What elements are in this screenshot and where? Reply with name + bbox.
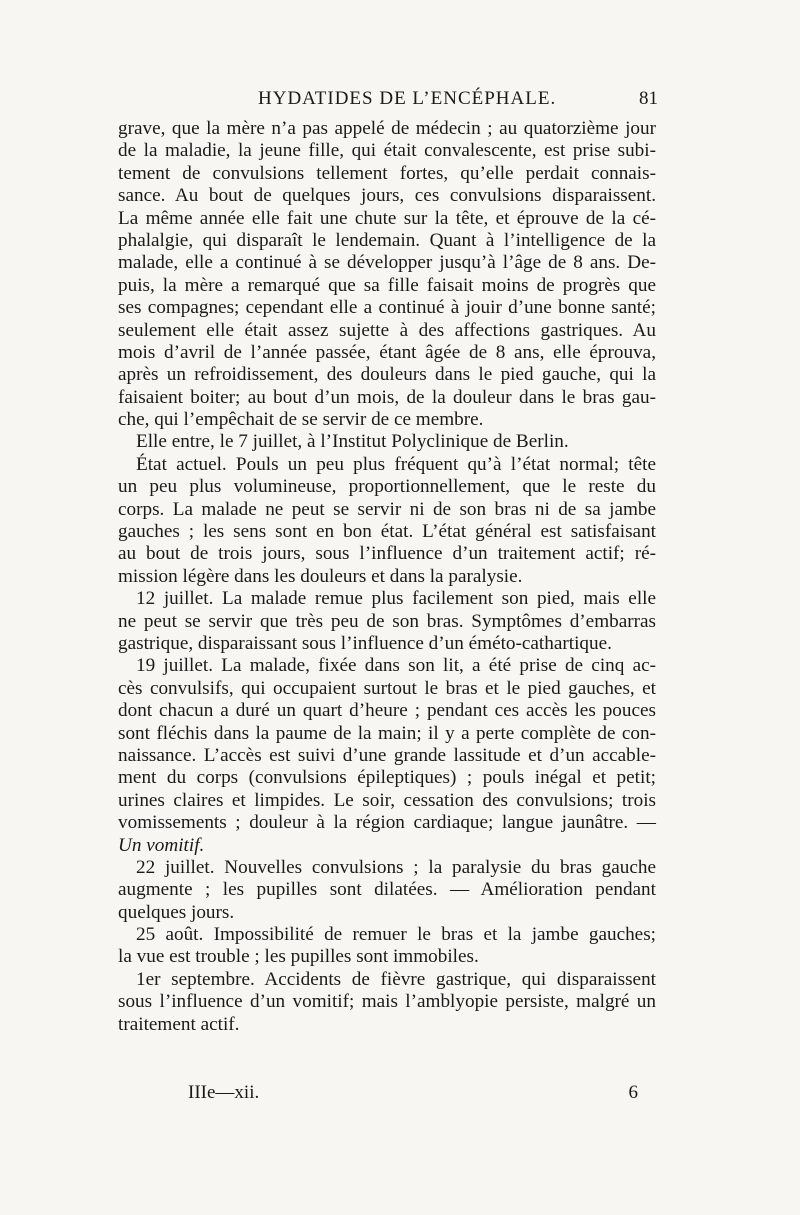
text-line: malade, elle a continué à se développer jusqu’à l’âge de 8 ans. De- bbox=[118, 252, 656, 274]
text-line: traitement actif. bbox=[118, 1013, 240, 1035]
page-footer bbox=[188, 1082, 638, 1106]
text-line: gastrique, disparaissant sous l’influence d’un éméto-cathartique. bbox=[118, 632, 612, 654]
paragraph-start: 1er septembre. Accidents de fièvre gastrique, qui disparaissent bbox=[136, 968, 656, 990]
text-line: après un refroidissement, des douleurs dans le pied gauche, qui la bbox=[118, 364, 656, 386]
text-line: urines claires et limpides. Le soir, cessation des convulsions; trois bbox=[118, 789, 656, 811]
paragraph-start: 19 juillet. La malade, fixée dans son lit, a été prise de cinq ac- bbox=[136, 655, 656, 677]
text-line: mission légère dans les douleurs et dans la paralysie. bbox=[118, 565, 523, 587]
page-number: 81 bbox=[639, 88, 658, 109]
text-line: puis, la mère a remarqué que sa fille faisait moins de progrès que bbox=[118, 274, 656, 296]
text-line: phalalgie, qui disparaît le lendemain. Quant à l’intelligence de la bbox=[118, 229, 656, 251]
sheet-number: 6 bbox=[628, 1082, 638, 1103]
text-line: ment du corps (convulsions épileptiques) ; pouls inégal et petit; bbox=[118, 767, 656, 789]
text-line: sance. Au bout de quelques jours, ces convulsions disparaissent. bbox=[118, 185, 656, 207]
text-line: quelques jours. bbox=[118, 901, 235, 923]
text-line: de la maladie, la jeune fille, qui était convalescente, est prise subi- bbox=[118, 140, 656, 162]
text-line: corps. La malade ne peut se servir ni de son bras ni de sa jambe bbox=[118, 498, 656, 520]
text-line: dont chacun a duré un quart d’heure ; pendant ces accès les pouces bbox=[118, 700, 656, 722]
running-head bbox=[118, 88, 658, 114]
signature-mark: IIIe—xii. bbox=[188, 1082, 260, 1103]
paragraph-start: État actuel. Pouls un peu plus fréquent qu’à l’état normal; tête bbox=[136, 453, 656, 475]
text-line: ses compagnes; cependant elle a continué à jouir d’une bonne santé; bbox=[118, 297, 656, 319]
paragraph-start: 25 août. Impossibilité de remuer le bras et la jambe gauches; bbox=[136, 924, 656, 946]
text-line: au bout de trois jours, sous l’influence d’un traitement actif; ré- bbox=[118, 543, 656, 565]
text-line: sont fléchis dans la paume de la main; il y a perte complète de con- bbox=[118, 722, 656, 744]
text-line: che, qui l’empêchait de se servir de ce membre. bbox=[118, 409, 484, 431]
text-line: la vue est trouble ; les pupilles sont immobiles. bbox=[118, 946, 479, 968]
paragraph-start: 22 juillet. Nouvelles convulsions ; la paralysie du bras gauche bbox=[136, 856, 656, 878]
text-line: ne peut se servir que très peu de son bras. Symptômes d’embarras bbox=[118, 610, 656, 632]
text-line: seulement elle était assez sujette à des affections gastriques. Au bbox=[118, 319, 656, 341]
text-line: La même année elle fait une chute sur la tête, et éprouve de la cé- bbox=[118, 207, 656, 229]
text-line: faisaient boiter; au bout d’un mois, de la douleur dans le bras gau- bbox=[118, 386, 656, 408]
running-title: HYDATIDES DE L’ENCÉPHALE. bbox=[258, 88, 557, 109]
text-line: Un vomitif. bbox=[118, 834, 205, 856]
text-line: vomissements ; douleur à la région cardiaque; langue jaunâtre. — bbox=[118, 812, 656, 834]
text-line: un peu plus volumineuse, proportionnellement, que le reste du bbox=[118, 476, 656, 498]
paragraph-start: 12 juillet. La malade remue plus facilement son pied, mais elle bbox=[136, 588, 656, 610]
text-line: augmente ; les pupilles sont dilatées. — Amélioration pendant bbox=[118, 879, 656, 901]
text-line: cès convulsifs, qui occupaient surtout le bras et le pied gauches, et bbox=[118, 677, 656, 699]
text-line: grave, que la mère n’a pas appelé de médecin ; au quatorzième jour bbox=[118, 118, 656, 139]
paragraph-start: Elle entre, le 7 juillet, à l’Institut Polyclinique de Berlin. bbox=[136, 431, 569, 453]
body-text bbox=[118, 118, 656, 1036]
text-line: sous l’influence d’un vomitif; mais l’amblyopie persiste, malgré un bbox=[118, 991, 656, 1013]
text-line: mois d’avril de l’année passée, étant âgée de 8 ans, elle éprouva, bbox=[118, 341, 656, 363]
text-line: gauches ; les sens sont en bon état. L’état général est satisfaisant bbox=[118, 521, 656, 543]
text-line: naissance. L’accès est suivi d’une grande lassitude et d’un accable- bbox=[118, 744, 656, 766]
text-line: tement de convulsions tellement fortes, qu’elle perdait connais- bbox=[118, 162, 656, 184]
